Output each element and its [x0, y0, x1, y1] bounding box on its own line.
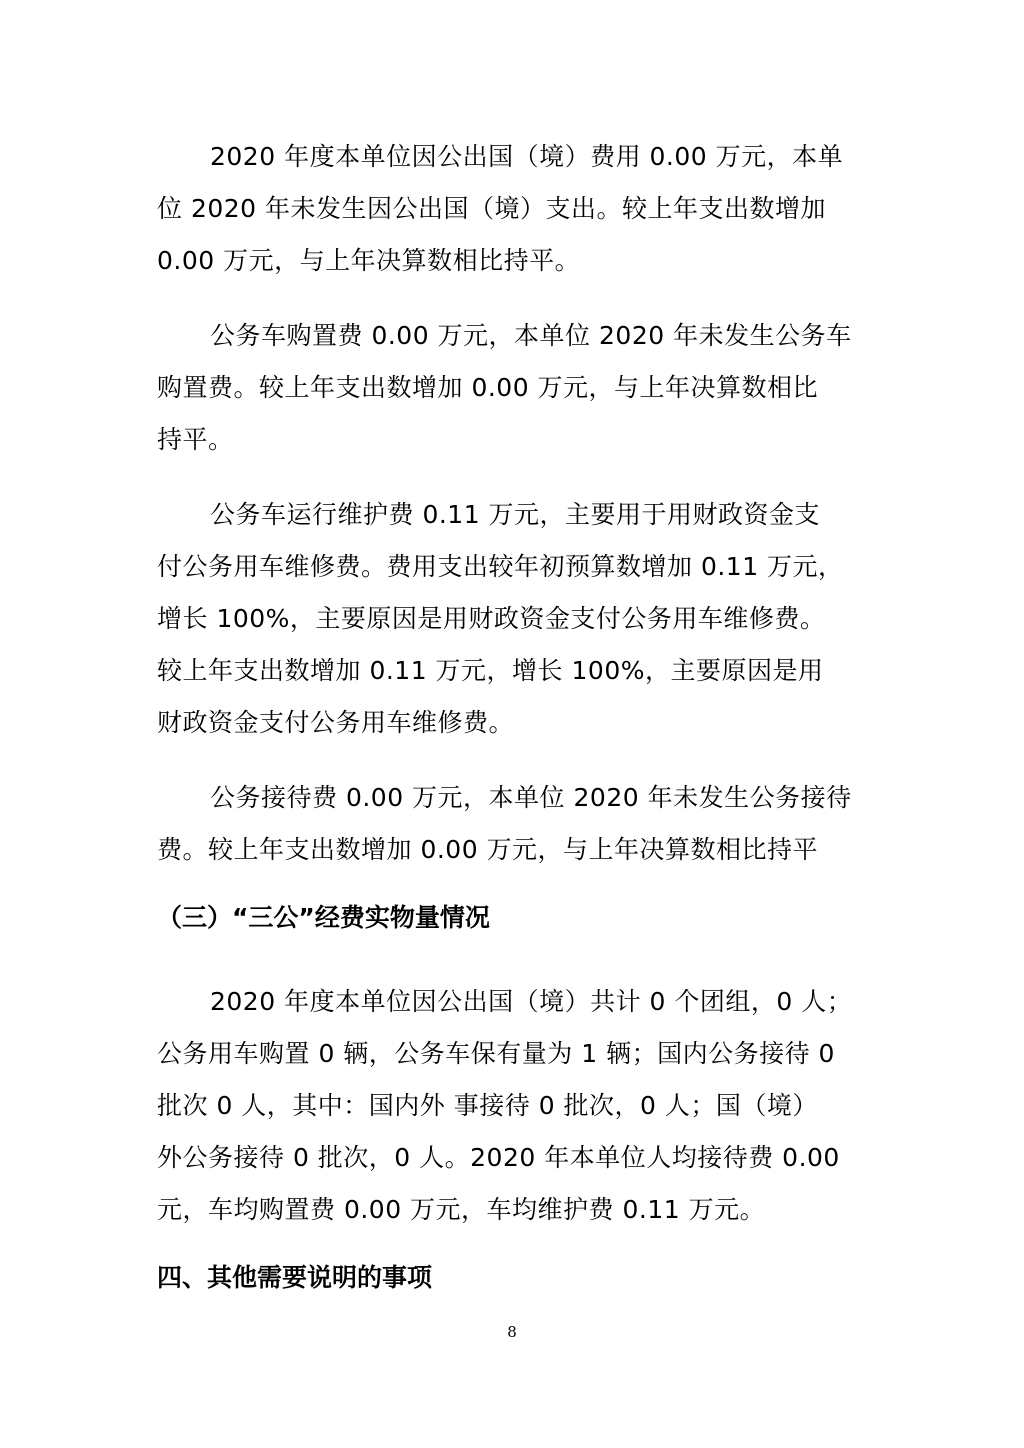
paragraph-5-line-5: 元，车均购置费 0.00 万元，车均维护费 0.11 万元。	[157, 1195, 766, 1224]
section-four-heading: 四、其他需要说明的事项	[157, 1263, 433, 1292]
paragraph-2-line-1: 公务车购置费 0.00 万元，本单位 2020 年未发生公务车	[210, 321, 852, 350]
paragraph-3-line-1: 公务车运行维护费 0.11 万元，主要用于用财政资金支	[210, 500, 821, 529]
paragraph-5-line-1: 2020 年度本单位因公出国（境）共计 0 个团组，0 人；	[210, 987, 853, 1016]
paragraph-3-line-3: 增长 100%，主要原因是用财政资金支付公务用车维修费。	[157, 604, 826, 633]
section-three-heading: （三）“三公”经费实物量情况	[157, 903, 490, 932]
paragraph-5-line-2: 公务用车购置 0 辆，公务车保有量为 1 辆；国内公务接待 0	[157, 1039, 835, 1068]
paragraph-2-line-3: 持平。	[157, 425, 234, 454]
paragraph-4-line-2: 费。较上年支出数增加 0.00 万元，与上年决算数相比持平	[157, 835, 819, 864]
page-number: 8	[507, 1323, 517, 1341]
paragraph-1-line-3: 0.00 万元，与上年决算数相比持平。	[157, 246, 581, 275]
paragraph-3-line-5: 财政资金支付公务用车维修费。	[157, 708, 515, 737]
paragraph-5-line-4: 外公务接待 0 批次，0 人。2020 年本单位人均接待费 0.00	[157, 1143, 840, 1172]
paragraph-5-line-3: 批次 0 人，其中：国内外 事接待 0 批次，0 人；国（境）	[157, 1091, 818, 1120]
paragraph-3-line-4: 较上年支出数增加 0.11 万元，增长 100%，主要原因是用	[157, 656, 824, 685]
paragraph-1-line-2: 位 2020 年未发生因公出国（境）支出。较上年支出数增加	[157, 194, 827, 223]
paragraph-3-line-2: 付公务用车维修费。费用支出较年初预算数增加 0.11 万元，	[157, 552, 844, 581]
paragraph-2-line-2: 购置费。较上年支出数增加 0.00 万元，与上年决算数相比	[157, 373, 819, 402]
paragraph-4-line-1: 公务接待费 0.00 万元，本单位 2020 年未发生公务接待	[210, 783, 852, 812]
paragraph-1-line-1: 2020 年度本单位因公出国（境）费用 0.00 万元，本单	[210, 142, 844, 171]
